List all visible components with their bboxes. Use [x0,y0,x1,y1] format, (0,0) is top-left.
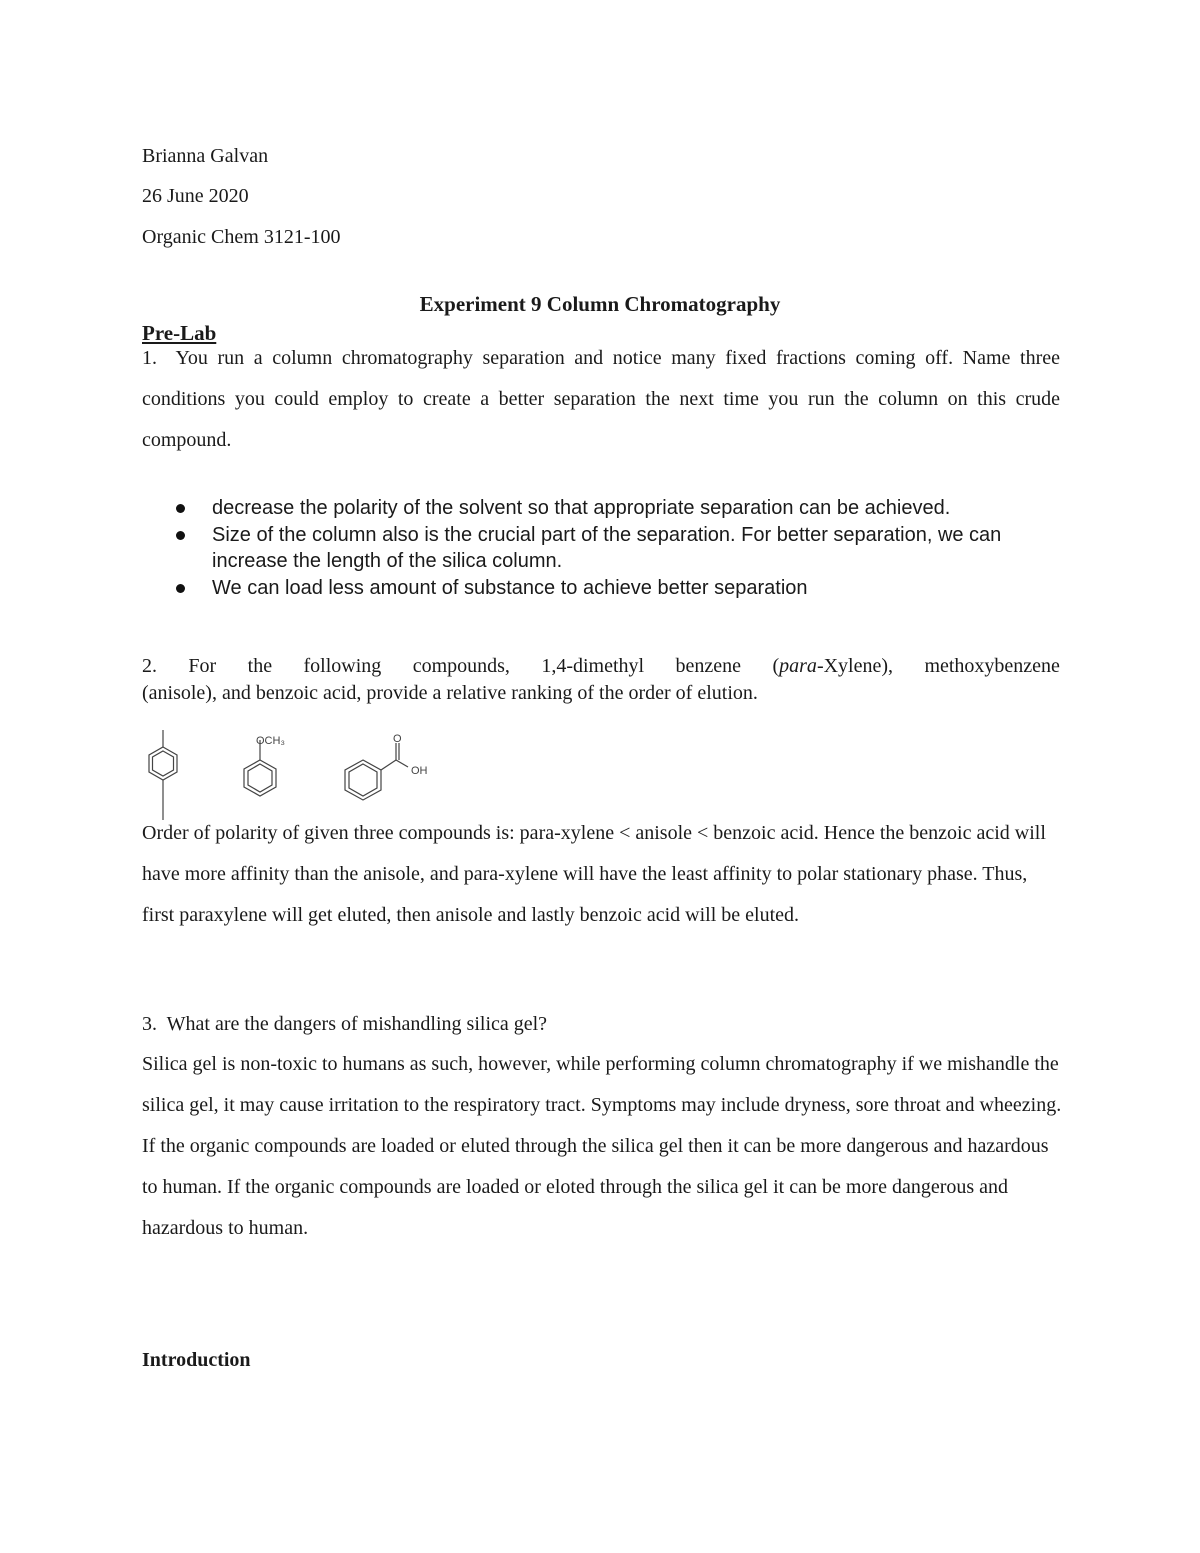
question-2-answer: Order of polarity of given three compounds is: para-xylene < anisole < benzoic acid. Hence the benzoic acid will have more affinity than the anisole, and para-xylene will have the least affinity to polar stationary phase. Thus, first paraxylene will get eluted, then anisole and lastly benzoic acid will be eluted. [142,822,1046,926]
bullet-icon [176,531,185,540]
question-1 [142,338,1060,461]
question-1-text: You run a column chromatography separation and notice many fixed fractions coming off. Name three conditions you could employ to create a better separation the next time you run the column on this crude compound. [142,347,1060,451]
question-3-text: What are the dangers of mishandling silica gel? [166,1013,548,1035]
question-3-number: 3. [142,1013,157,1035]
bullet-icon [176,504,185,513]
prelab-heading: Pre-Lab [142,321,217,345]
question-2 [142,653,1060,706]
list-item: decrease the polarity of the solvent so that appropriate separation can be achieved. [142,495,1060,522]
question-1-answer-list [142,495,1060,601]
och3-label: OCH₃ [256,735,285,747]
question-2-line-1: 2. For the following compounds, 1,4-dimethyl benzene (para-Xylene), methoxybenzene [142,655,1060,677]
bullet-icon [176,584,185,593]
question-2-line-2: (anisole), and benzoic acid, provide a relative ranking of the order of elution. [142,681,758,704]
hydroxyl-label: OH [411,765,428,777]
list-item: Size of the column also is the crucial part of the separation. For better separation, we can increase the length of the silica column. [142,522,1060,575]
introduction-heading: Introduction [142,1349,251,1371]
benzoic-acid-structure [345,743,408,800]
question-3-answer: Silica gel is non-toxic to humans as such, however, while performing column chromatography if we mishandle the silica gel, it may cause irritation to the respiratory tract. Symptoms may include dryness, sore throat and wheezing. If the organic compounds are loaded or eluted through the silica gel then it can be more dangerous and hazardous to human. If the organic compounds are loaded or eloted through the silica gel it can be more dangerous and hazardous to human. [142,1053,1062,1239]
document-date: 26 June 2020 [142,185,249,207]
list-item: We can load less amount of substance to achieve better separation [142,575,1060,602]
course-name: Organic Chem 3121-100 [142,226,341,248]
document-title: Experiment 9 Column Chromatography [419,292,781,316]
question-1-number: 1. [142,347,157,369]
carbonyl-o-label: O [393,733,402,745]
para-xylene-structure [149,730,177,820]
chemical-structures [135,730,455,822]
question-3 [142,1013,547,1036]
anisole-structure [244,740,276,796]
author-name: Brianna Galvan [142,145,269,167]
